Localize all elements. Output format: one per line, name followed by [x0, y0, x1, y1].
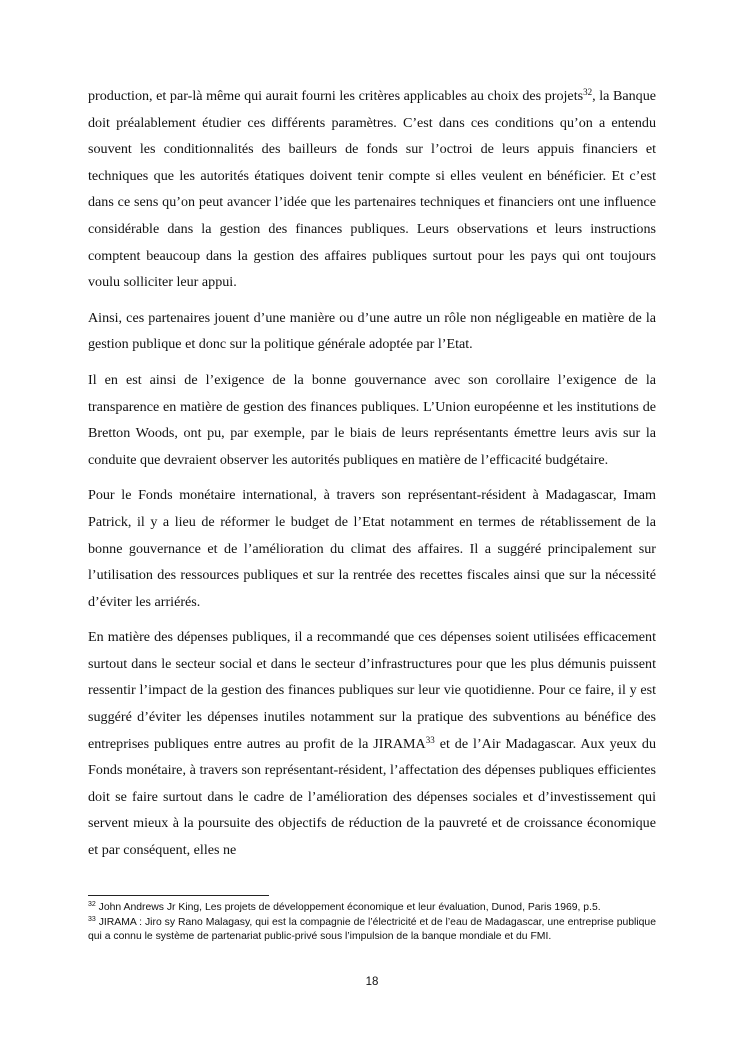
paragraph-1-text-b: , la Banque doit préalablement étudier ces différents paramètres. C’est dans ces conditions qu’on a entendu souvent les conditionnalités des bailleurs de fonds sur l’octroi de leurs appuis financiers et techniques que les autorités étatiques doivent tenir compte si elles veulent en bénéficier. Et c’est dans ce sens qu’on peut avancer l’idée que les partenaires techniques et financiers ont une influence considérable dans la gestion des finances publiques. Leurs observations et leurs instructions comptent beaucoup dans la gestion des affaires publiques surtout pour les pays qui ont toujours voulu solliciter leur appui.	[88, 88, 656, 291]
footnote-ref-32[interactable]: 32	[583, 87, 593, 97]
paragraph-5-text-b: et de l’Air Madagascar. Aux yeux du Fonds monétaire, à travers son représentant-résident, l’affectation des dépenses publiques efficientes doit se faire surtout dans le cadre de l’amélioration des dépenses sociales et d’investissement qui servent mieux à la poursuite des objectifs de réduction de la pauvreté et de croissance économique et par conséquent, elles ne	[88, 735, 657, 859]
paragraph-5	[88, 624, 656, 863]
footnote-32	[88, 901, 656, 916]
document-body	[88, 83, 656, 873]
footnote-text-33: JIRAMA : Jiro sy Rano Malagasy, qui est la compagnie de l’électricité et de l’eau de Madagascar, une entreprise publique qui a connu le système de partenariat public-privé sous l’impulsion de la banque mondiale et du FMI.	[88, 916, 656, 943]
footnote-number-33: 33	[88, 915, 96, 923]
footnote-33	[88, 916, 656, 945]
footnote-ref-33[interactable]: 33	[425, 734, 435, 745]
footnotes	[88, 901, 656, 945]
footnote-separator	[88, 895, 269, 896]
footnote-number-32: 32	[88, 901, 96, 908]
paragraph-1	[88, 83, 656, 296]
paragraph-5-text-a: En matière des dépenses publiques, il a recommandé que ces dépenses soient utilisées efficacement surtout dans le secteur social et dans le secteur d’infrastructures pour que les plus démunis puissent ressentir l’impact de la gestion des finances publiques sur leur vie quotidienne. Pour ce faire, il y est suggéré d’éviter les dépenses inutiles notamment sur la pratique des subventions au bénéfice des entreprises publiques entre autres au profit de la JIRAMA	[88, 629, 656, 752]
paragraph-2: Ainsi, ces partenaires jouent d’une manière ou d’une autre un rôle non négligeable en matière de la gestion publique et donc sur la politique générale adoptée par l’Etat.	[88, 309, 656, 353]
paragraph-1-text-a: production, et par-là même qui aurait fourni les critères applicables au choix des projets	[88, 88, 584, 104]
page-number: 18	[365, 976, 379, 988]
paragraph-4: Pour le Fonds monétaire international, à travers son représentant-résident à Madagascar, Imam Patrick, il y a lieu de réformer le budget de l’Etat notamment en termes de rétablissement de la bonne gouvernance et de l’amélioration du climat des affaires. Il a suggéré principalement sur l’utilisation des ressources publiques et sur la rentrée des recettes fiscales ainsi que sur la nécessité d’éviter les arriérés.	[88, 487, 656, 610]
footnote-text-32: John Andrews Jr King, Les projets de développement économique et leur évaluation, Dunod, Paris 1969, p.5.	[95, 902, 601, 913]
paragraph-3: Il en est ainsi de l’exigence de la bonne gouvernance avec son corollaire l’exigence de la transparence en matière de gestion des finances publiques. L’Union européenne et les institutions de Bretton Woods, ont pu, par exemple, par le biais de leurs représentants émettre leurs avis sur la conduite que devraient observer les autorités publiques en matière de l’efficacité budgétaire.	[88, 371, 656, 468]
